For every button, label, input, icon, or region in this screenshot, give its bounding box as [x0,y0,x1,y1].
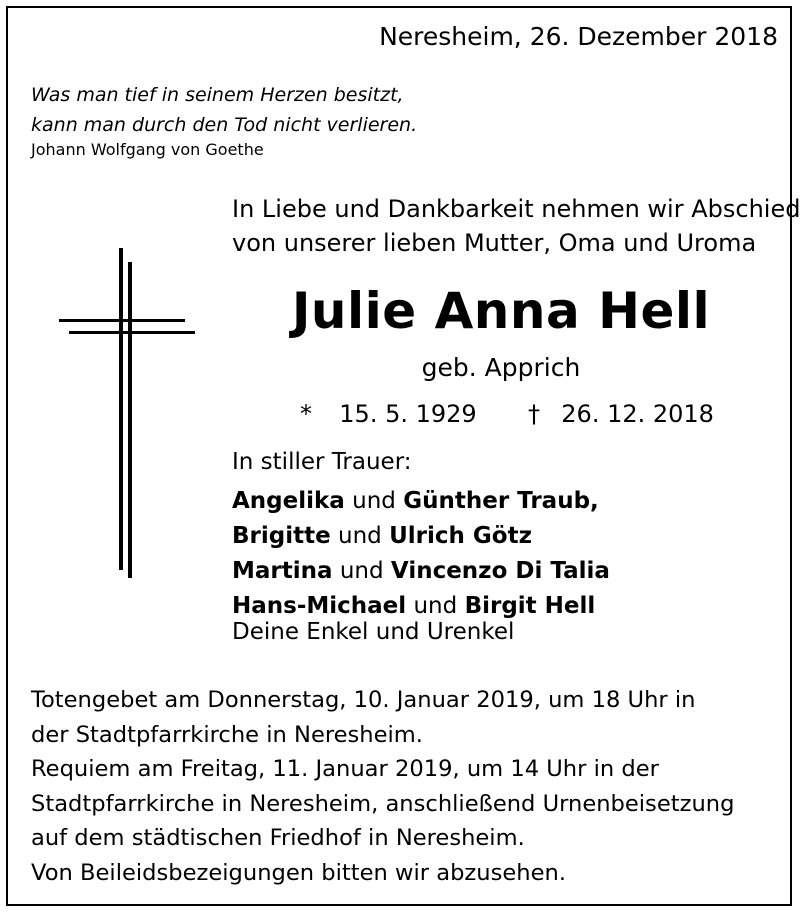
place-date: Neresheim, 26. Dezember 2018 [379,22,778,51]
notice-line: Von Beileidsbezeigungen bitten wir abzusehen. [31,859,567,886]
notice-line: Stadtpfarrkirche in Neresheim, anschließend Urnenbeisetzung [31,790,735,817]
mourner-first: Brigitte [232,523,331,549]
deceased-name: Julie Anna Hell [291,282,711,340]
mourner-list [232,484,610,624]
intro-line-2: von unserer lieben Mutter, Oma und Uroma [232,229,757,257]
mourner-family [232,484,610,519]
birth-date [300,400,477,428]
quote-line-2: kann man durch den Tod nicht verlieren. [31,114,418,136]
mourner-second: Ulrich Götz [389,523,532,549]
mourner-suffix: , [590,488,599,514]
farewell-intro [232,192,800,260]
quote-line-1: Was man tief in seinem Herzen besitzt, [31,84,404,106]
intro-line-1: In Liebe und Dankbarkeit nehmen wir Abschied [232,195,800,223]
quote-author: Johann Wolfgang von Goethe [31,140,264,159]
mourner-conj: und [339,558,384,584]
maiden-name: geb. Apprich [421,353,581,382]
notice-line: Requiem am Freitag, 11. Januar 2019, um 14 Uhr in der [31,756,659,782]
birth-date-value: 15. 5. 1929 [339,400,477,428]
mourner-second: Vincenzo Di Talia [390,558,610,584]
notice-line: auf dem städtischen Friedhof in Neresheim. [31,825,525,851]
mourner-second: Günther Traub [403,488,591,514]
notice-line: der Stadtpfarrkirche in Neresheim. [31,721,423,748]
mourner-conj: und [352,488,396,514]
mourner-first: Hans-Michael [232,593,407,619]
mourner-conj: und [413,593,458,619]
mourner-family [232,519,610,554]
mourner-first: Martina [232,558,333,584]
mourner-second: Birgit Hell [464,593,596,619]
mourner-family [232,554,610,589]
death-date [528,400,714,428]
notice-line: Totengebet am Donnerstag, 10. Januar 2019, um 18 Uhr in [31,687,696,713]
death-dagger-icon: † [528,400,540,428]
grandchildren-line: Deine Enkel und Urenkel [232,619,515,645]
mourning-heading: In stiller Trauer: [232,449,412,475]
death-date-value: 26. 12. 2018 [561,400,714,428]
mourner-first: Angelika [232,488,345,514]
goethe-quote [31,80,417,140]
birth-star-icon: * [300,400,312,428]
mourner-conj: und [338,523,382,549]
service-notice [31,683,734,890]
